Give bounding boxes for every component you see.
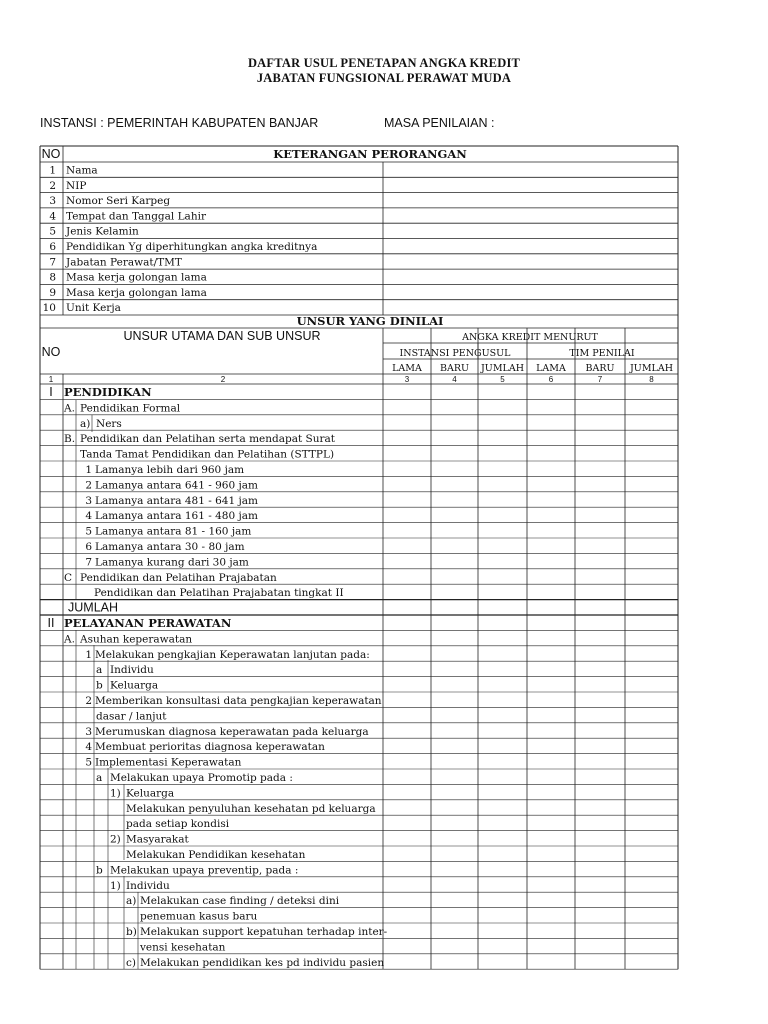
row-item-text: dasar / lanjut (96, 710, 167, 723)
sub-column-header: JUMLAH (481, 363, 524, 374)
column-number: 5 (500, 375, 505, 384)
personal-row-number: 7 (49, 256, 56, 269)
row-item-text: Pendidikan dan Pelatihan Prajabatan (80, 571, 277, 584)
personal-row-label: NIP (66, 179, 87, 192)
instansi-pengusul-header: INSTANSI PENGUSUL (399, 348, 511, 359)
personal-row-number: 3 (49, 195, 56, 208)
row-item-text: 1 (85, 464, 92, 476)
row-item-text: a (96, 772, 103, 784)
row-item-text: 3 (85, 494, 92, 507)
section-roman-number: II (47, 616, 55, 630)
subsection-letter: B. (64, 433, 76, 446)
row-item-text: a) (126, 895, 137, 908)
column-number: 7 (597, 375, 603, 384)
row-item-text: Merumuskan diagnosa keperawatan pada keluarga (95, 725, 369, 738)
row-item-text: Memberikan konsultasi data pengkajian keperawatan (95, 695, 382, 707)
sub-column-header: LAMA (536, 363, 566, 374)
row-item-text: Pendidikan dan Pelatihan Prajabatan tingkat II (94, 587, 344, 600)
personal-row-label: Tempat dan Tanggal Lahir (66, 210, 206, 223)
sub-column-header: BARU (585, 363, 615, 374)
personal-row-number: 1 (49, 164, 56, 177)
column-number: 8 (649, 375, 654, 384)
row-item-text: 2 (85, 479, 92, 492)
row-item-text: Tanda Tamat Pendidikan dan Pelatihan (STTPL) (80, 448, 335, 461)
subsection-letter: A. (64, 402, 75, 415)
section-title: PELAYANAN PERAWATAN (64, 616, 232, 630)
row-item-text: 3 (85, 725, 92, 738)
row-item-text: 5 (85, 756, 92, 769)
column-number: 6 (548, 375, 554, 384)
row-item-text: 4 (85, 741, 92, 754)
column-number: 2 (220, 375, 226, 384)
row-item-text: a (96, 664, 103, 677)
row-item-text: Melakukan pengkajian Keperawatan lanjutan pada: (95, 648, 370, 661)
row-item-text: Melakukan support kepatuhan terhadap inter- (140, 926, 388, 938)
row-item-text: Individu (126, 879, 170, 892)
unsur-header: UNSUR UTAMA DAN SUB UNSUR (123, 329, 321, 343)
assessment-no-header: NO (41, 345, 61, 359)
row-item-text: Implementasi Keperawatan (95, 756, 242, 769)
row-item-text: Ners (96, 417, 122, 430)
document-title-line1: DAFTAR USUL PENETAPAN ANGKA KREDIT (247, 56, 521, 70)
row-item-text: 6 (85, 541, 92, 553)
row-item-text: Lamanya antara 641 - 960 jam (95, 479, 258, 492)
row-item-text: b (96, 679, 103, 692)
personal-row-number: 6 (49, 241, 56, 253)
column-number: 1 (48, 375, 54, 384)
sub-column-header: JUMLAH (630, 363, 673, 374)
row-item-text: 7 (85, 556, 92, 569)
row-item-text: Melakukan penyuluhan kesehatan pd keluarga (126, 802, 376, 815)
subsection-letter: C (64, 571, 73, 584)
row-item-text: penemuan kasus baru (140, 910, 258, 923)
row-item-text: Melakukan upaya preventip, pada : (110, 864, 299, 877)
row-item-text: Melakukan pendidikan kes pd individu pasien (140, 956, 385, 969)
row-item-text: Keluarga (126, 787, 175, 800)
row-item-text: Lamanya antara 161 - 480 jam (95, 510, 258, 523)
personal-row-number: 2 (49, 179, 56, 192)
row-item-text: Pendidikan Formal (80, 402, 181, 415)
personal-row-label: Jenis Kelamin (66, 225, 139, 238)
row-item-text: Melakukan Pendidikan kesehatan (126, 849, 306, 861)
personal-section-title: KETERANGAN PERORANGAN (273, 147, 467, 161)
row-item-text: Lamanya lebih dari 960 jam (95, 464, 245, 476)
row-item-text: 5 (85, 525, 92, 538)
row-item-text: Lamanya antara 30 - 80 jam (95, 541, 245, 553)
tim-penilai-header: TIM PENILAI (569, 348, 635, 359)
row-item-text: 2) (110, 833, 121, 846)
assessment-title: UNSUR YANG DINILAI (296, 314, 444, 328)
row-item-text: Membuat perioritas diagnosa keperawatan (95, 741, 325, 754)
sub-column-header: LAMA (392, 363, 422, 374)
row-item-text: Melakukan upaya Promotip pada : (110, 772, 293, 784)
masa-penilaian-label: MASA PENILAIAN : (384, 116, 495, 130)
row-item-text: Individu (110, 664, 154, 677)
column-number: 4 (452, 375, 457, 384)
personal-row-number: 5 (49, 225, 56, 238)
section-roman-number: I (49, 385, 53, 399)
personal-row-label: Nomor Seri Karpeg (66, 195, 171, 208)
personal-row-label: Nama (66, 164, 98, 177)
row-item-text: b (96, 864, 103, 877)
row-item-text: a) (80, 417, 91, 430)
row-item-text: Masyarakat (126, 833, 189, 846)
row-item-text: 4 (85, 510, 92, 523)
personal-row-label: Masa kerja golongan lama (66, 286, 207, 299)
section-title: PENDIDIKAN (64, 385, 152, 399)
row-item-text: Asuhan keperawatan (80, 633, 193, 646)
row-item-text: Keluarga (110, 679, 159, 692)
subsection-letter: A. (64, 633, 75, 646)
column-number: 3 (404, 375, 410, 384)
row-item-text: Lamanya antara 81 - 160 jam (95, 525, 252, 538)
row-item-text: Lamanya kurang dari 30 jam (95, 556, 249, 569)
row-item-text: pada setiap kondisi (126, 818, 230, 831)
row-item-text: vensi kesehatan (140, 941, 226, 954)
personal-no-header: NO (41, 147, 61, 161)
personal-row-label: Jabatan Perawat/TMT (66, 256, 182, 269)
row-item-text: Pendidikan dan Pelatihan serta mendapat Surat (80, 433, 336, 446)
instansi-label: INSTANSI : PEMERINTAH KABUPATEN BANJAR (40, 116, 319, 130)
row-item-text: Lamanya antara 481 - 641 jam (95, 494, 258, 507)
personal-row-label: Masa kerja golongan lama (66, 271, 207, 284)
personal-row-number: 4 (49, 210, 56, 223)
jumlah-label: JUMLAH (68, 600, 119, 615)
row-item-text: b) (126, 926, 137, 938)
document-title-line2: JABATAN FUNGSIONAL PERAWAT MUDA (256, 71, 512, 85)
row-item-text: 1) (110, 787, 121, 800)
personal-row-number: 10 (42, 302, 56, 315)
angka-kredit-header: ANGKA KREDIT MENURUT (462, 332, 598, 343)
row-item-text: 1 (85, 648, 92, 661)
row-item-text: c) (126, 956, 136, 969)
personal-row-label: Unit Kerja (66, 302, 121, 315)
sub-column-header: BARU (439, 363, 470, 374)
row-item-text: Melakukan case finding / deteksi dini (140, 895, 340, 908)
row-item-text: 1) (110, 879, 121, 892)
row-item-text: 2 (85, 695, 92, 707)
personal-row-number: 9 (49, 286, 56, 299)
personal-row-label: Pendidikan Yg diperhitungkan angka kreditnya (66, 241, 318, 253)
personal-row-number: 8 (49, 271, 56, 284)
